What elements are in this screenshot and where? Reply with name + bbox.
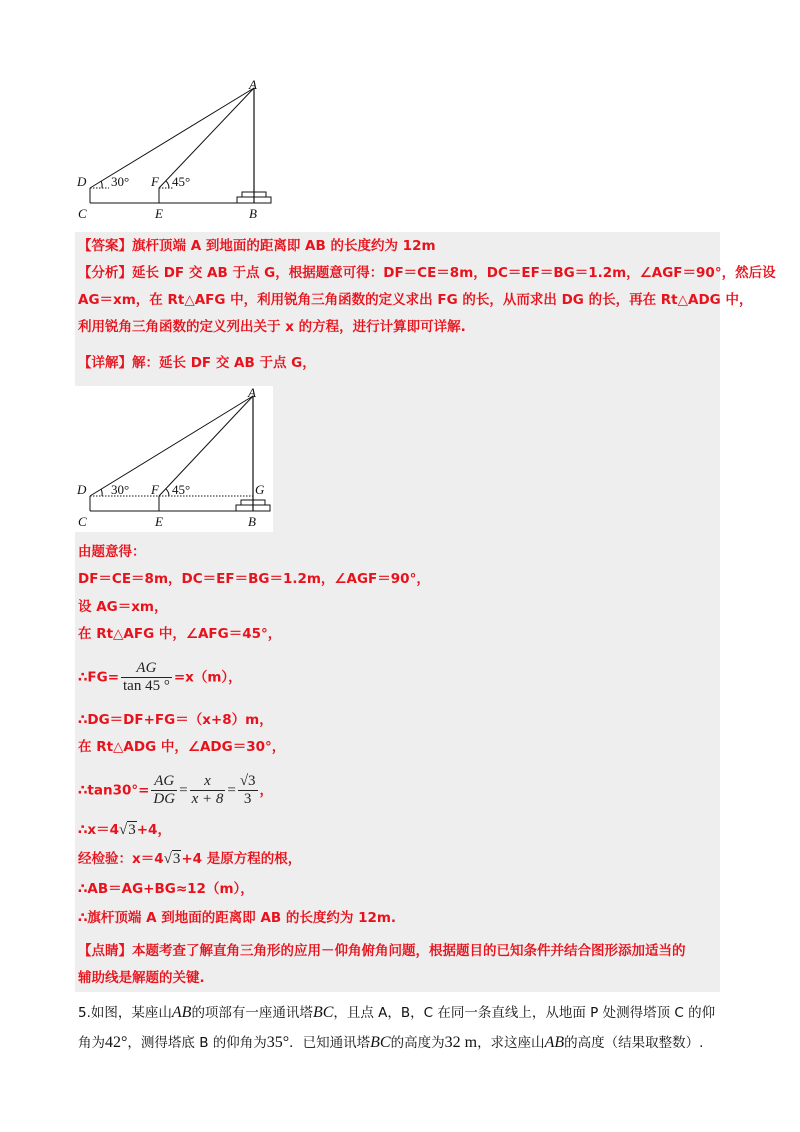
step-3: 设 AG＝xm，	[78, 599, 168, 615]
question-5-line-2	[78, 1033, 703, 1053]
step-5	[78, 660, 242, 695]
step-9	[78, 821, 171, 839]
q-text: ，求这座山	[477, 1035, 545, 1051]
step-8: ∴tan30°= $\frac{AG}{DG}$ = $\frac{x}{x + 8}$ = $\frac{√3}{3}$ ，	[78, 773, 274, 807]
fraction-x-x8	[190, 773, 226, 808]
answer-line	[78, 237, 436, 255]
q-text: 的高度为	[390, 1035, 445, 1051]
q-text: 角为	[78, 1035, 105, 1051]
step-5-suffix: =x（m），	[173, 669, 242, 686]
label-d: D	[77, 174, 87, 189]
label-a: A	[248, 386, 256, 400]
comment-text-1: 本题考查了解直角三角形的应用－仰角俯角问题，根据题目的已知条件并结合图形添加适当的	[132, 943, 686, 959]
label-c: C	[78, 514, 87, 529]
step-12: ∴旗杆顶端 A 到地面的距离即 AB 的长度约为 12m.	[78, 910, 397, 926]
detail-line	[78, 354, 316, 372]
answer-text: 旗杆顶端 A 到地面的距离即 AB 的长度约为 12m	[132, 238, 436, 254]
step-9-prefix: ∴x＝4	[78, 822, 119, 838]
comment-line-2: 辅助线是解题的关键.	[78, 970, 205, 986]
comment-line-1	[78, 942, 686, 960]
label-g: G	[255, 482, 265, 497]
step-8-suffix: ，	[259, 782, 274, 799]
solution-panel	[75, 232, 720, 992]
q-text: ．已知通讯塔	[289, 1035, 371, 1051]
label-e: E	[155, 206, 163, 221]
q-text: ，且点 A，B，C 在同一条直线上，从地面 P 处测得塔顶 C 的仰	[333, 1005, 716, 1021]
step-8-prefix: ∴tan30°=	[78, 782, 150, 799]
step-2: DF＝CE＝8m，DC＝EF＝BG＝1.2m，∠AGF＝90°，	[78, 571, 430, 587]
step-4: 在 Rt△AFG 中，∠AFG＝45°，	[78, 626, 282, 642]
q-math-ab: AB	[171, 1004, 192, 1021]
fraction-numerator: AG	[151, 773, 177, 791]
fraction-ag-dg	[151, 773, 177, 808]
label-b: B	[248, 514, 256, 529]
q-math-bc: BC	[370, 1034, 391, 1051]
q-math-bc: BC	[312, 1004, 334, 1021]
fraction-denominator: DG	[153, 791, 176, 807]
sqrt-symbol: √	[119, 822, 128, 838]
label-angle-45: 45°	[172, 174, 191, 189]
step-5-prefix: ∴FG=	[78, 669, 120, 686]
question-5-line-1	[78, 1003, 715, 1023]
q-math-ab: AB	[544, 1034, 565, 1051]
sqrt-symbol: √	[163, 851, 172, 867]
fraction-denominator: x + 8	[191, 791, 224, 807]
detail-tag: 【详解】	[78, 355, 132, 371]
q-angle-42: 42°	[105, 1034, 128, 1051]
figure-1-diagram	[75, 78, 275, 226]
comment-tag: 【点睛】	[78, 943, 132, 959]
step-6: ∴DG＝DF+FG＝（x+8）m，	[78, 712, 273, 728]
answer-tag: 【答案】	[78, 238, 132, 254]
fraction-denominator: tan 45 °	[123, 678, 170, 694]
q-text: ，测得塔底 B 的仰角为	[127, 1035, 267, 1051]
figure-2-diagram	[75, 386, 273, 532]
step-9-suffix: +4，	[136, 822, 171, 838]
label-f: F	[151, 174, 159, 189]
analysis-text-1: 延长 DF 交 AB 于点 G，根据题意可得：DF＝CE＝8m，DC＝EF＝BG＝1.2m，∠AGF＝90°，然后设	[132, 265, 776, 281]
analysis-line-2: AG＝xm，在 Rt△AFG 中，利用锐角三角函数的定义求出 FG 的长，从而求出 DG 的长，再在 Rt△ADG 中，	[78, 292, 753, 308]
analysis-tag: 【分析】	[78, 265, 132, 281]
figure-1	[75, 78, 275, 226]
step-10-prefix: 经检验：x＝4	[78, 851, 164, 867]
fraction-ag-tan45	[121, 660, 172, 695]
q-text: 的高度（结果取整数）.	[564, 1035, 704, 1051]
q-height-32: 32 m	[444, 1034, 478, 1051]
label-angle-30: 30°	[111, 174, 130, 189]
label-angle-30: 30°	[111, 482, 130, 497]
figure-2	[75, 386, 273, 532]
label-d: D	[77, 482, 87, 497]
fraction-numerator: AG	[121, 660, 172, 678]
label-angle-45: 45°	[172, 482, 191, 497]
step-10-suffix: +4 是原方程的根，	[181, 851, 302, 867]
sqrt-radicand: 3	[128, 822, 136, 838]
q-text: 5.如图，某座山	[78, 1005, 172, 1021]
label-a: A	[249, 78, 257, 92]
fraction-numerator: √3	[239, 773, 256, 789]
fraction-denominator: 3	[243, 791, 252, 807]
step-10	[78, 850, 301, 868]
label-f: F	[151, 482, 159, 497]
q-text: 的项部有一座通讯塔	[191, 1005, 313, 1021]
analysis-line-3: 利用锐角三角函数的定义列出关于 x 的方程，进行计算即可详解.	[78, 319, 466, 335]
step-1: 由题意得：	[78, 544, 146, 560]
sqrt-radicand: 3	[172, 851, 181, 867]
label-e: E	[155, 514, 163, 529]
step-7: 在 Rt△ADG 中，∠ADG＝30°，	[78, 739, 286, 755]
detail-text: 解：延长 DF 交 AB 于点 G，	[132, 355, 316, 371]
analysis-line-1	[78, 264, 776, 282]
q-angle-35: 35°	[266, 1034, 290, 1051]
label-c: C	[78, 206, 87, 221]
step-11: ∴AB＝AG+BG≈12（m），	[78, 881, 254, 897]
fraction-root3-3	[238, 773, 258, 808]
label-b: B	[249, 206, 257, 221]
fraction-numerator: x	[190, 773, 226, 791]
